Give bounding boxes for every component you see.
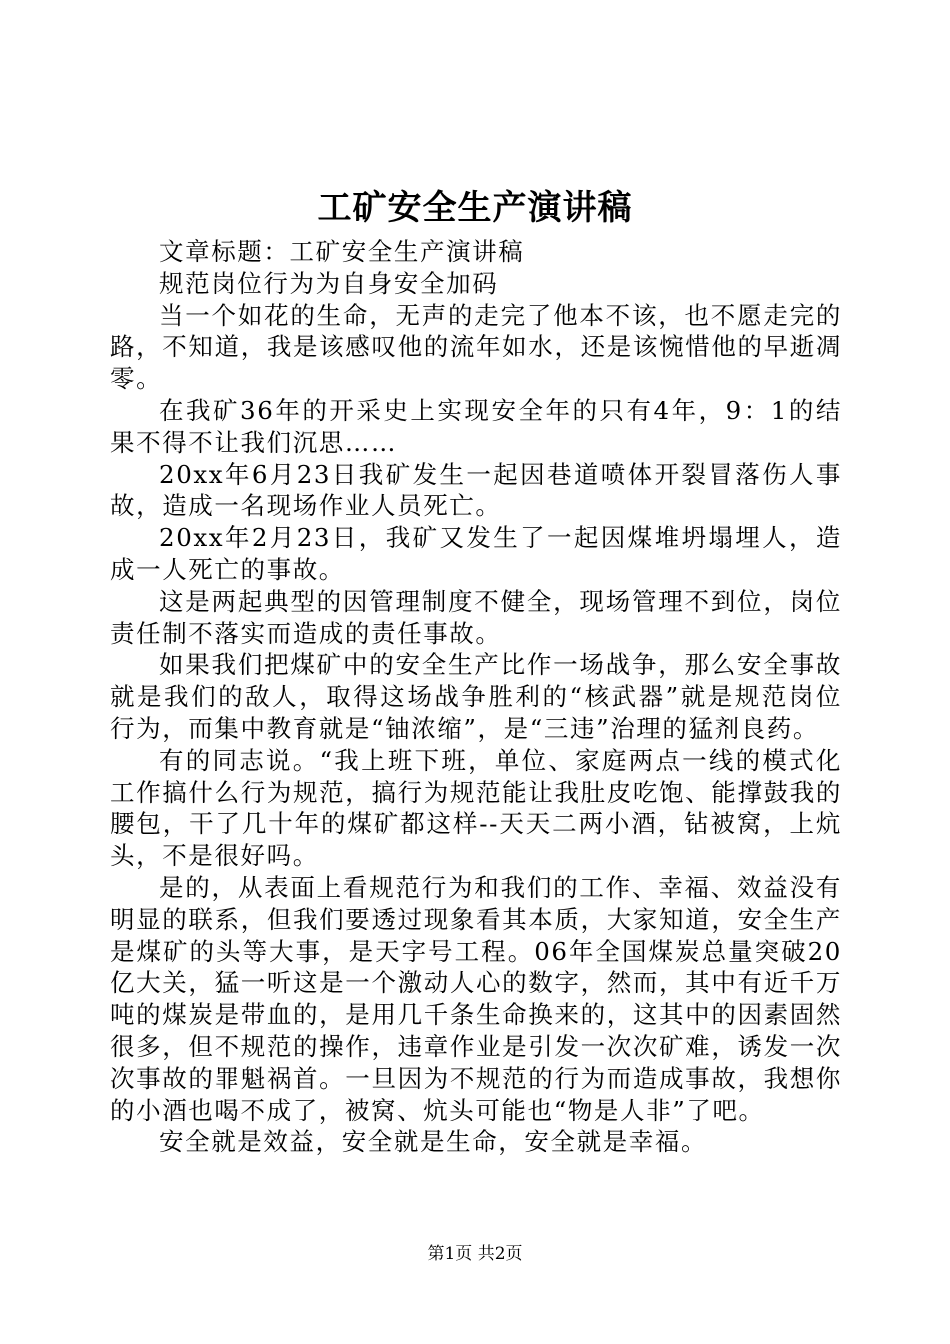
document-body bbox=[110, 236, 842, 1158]
paragraph: 如果我们把煤矿中的安全生产比作一场战争，那么安全事故就是我们的敌人，取得这场战争胜利的“核武器”就是规范岗位行为，而集中教育就是“铀浓缩”，是“三违”治理的猛剂良药。 bbox=[110, 650, 842, 743]
page-number-footer: 第1页 共2页 bbox=[427, 1244, 523, 1264]
paragraph: 是的，从表面上看规范行为和我们的工作、幸福、效益没有明显的联系，但我们要透过现象看其本质，大家知道，安全生产是煤矿的头等大事，是天字号工程。06年全国煤炭总量突破20亿大关，猛一听这是一个激动人心的数字，然而，其中有近千万吨的煤炭是带血的，是用几千条生命换来的，这其中的因素固然很多，但不规范的操作，违章作业是引发一次次矿难，诱发一次次事故的罪魁祸首。一旦因为不规范的行为而造成事故，我想你的小酒也喝不成了，被窝、炕头可能也“物是人非”了吧。 bbox=[110, 872, 842, 1125]
paragraph: 这是两起典型的因管理制度不健全，现场管理不到位，岗位责任制不落实而造成的责任事故。 bbox=[110, 586, 842, 648]
document-title: 工矿安全生产演讲稿 bbox=[317, 188, 633, 228]
paragraph-subtitle: 规范岗位行为为自身安全加码 bbox=[159, 268, 499, 298]
paragraph: 20xx年6月23日我矿发生一起因巷道喷体开裂冒落伤人事故，造成一名现场作业人员死亡。 bbox=[110, 459, 842, 521]
paragraph-article-title: 文章标题：工矿安全生产演讲稿 bbox=[159, 237, 525, 266]
paragraph: 有的同志说。“我上班下班，单位、家庭两点一线的模式化工作搞什么行为规范，搞行为规范能让我肚皮吃饱、能撑鼓我的腰包，干了几十年的煤矿都这样--天天二两小酒，钻被窝，上炕头，不是很好吗。 bbox=[110, 745, 842, 871]
paragraph: 当一个如花的生命，无声的走完了他本不该，也不愿走完的路，不知道，我是该感叹他的流年如水，还是该惋惜他的早逝凋零。 bbox=[110, 300, 842, 394]
paragraph: 在我矿36年的开采史上实现安全年的只有4年，9：1的结果不得不让我们沉思…… bbox=[110, 395, 842, 457]
paragraph: 20xx年2月23日，我矿又发生了一起因煤堆坍塌埋人，造成一人死亡的事故。 bbox=[110, 523, 842, 584]
paragraph: 安全就是效益，安全就是生命，安全就是幸福。 bbox=[159, 1127, 708, 1157]
